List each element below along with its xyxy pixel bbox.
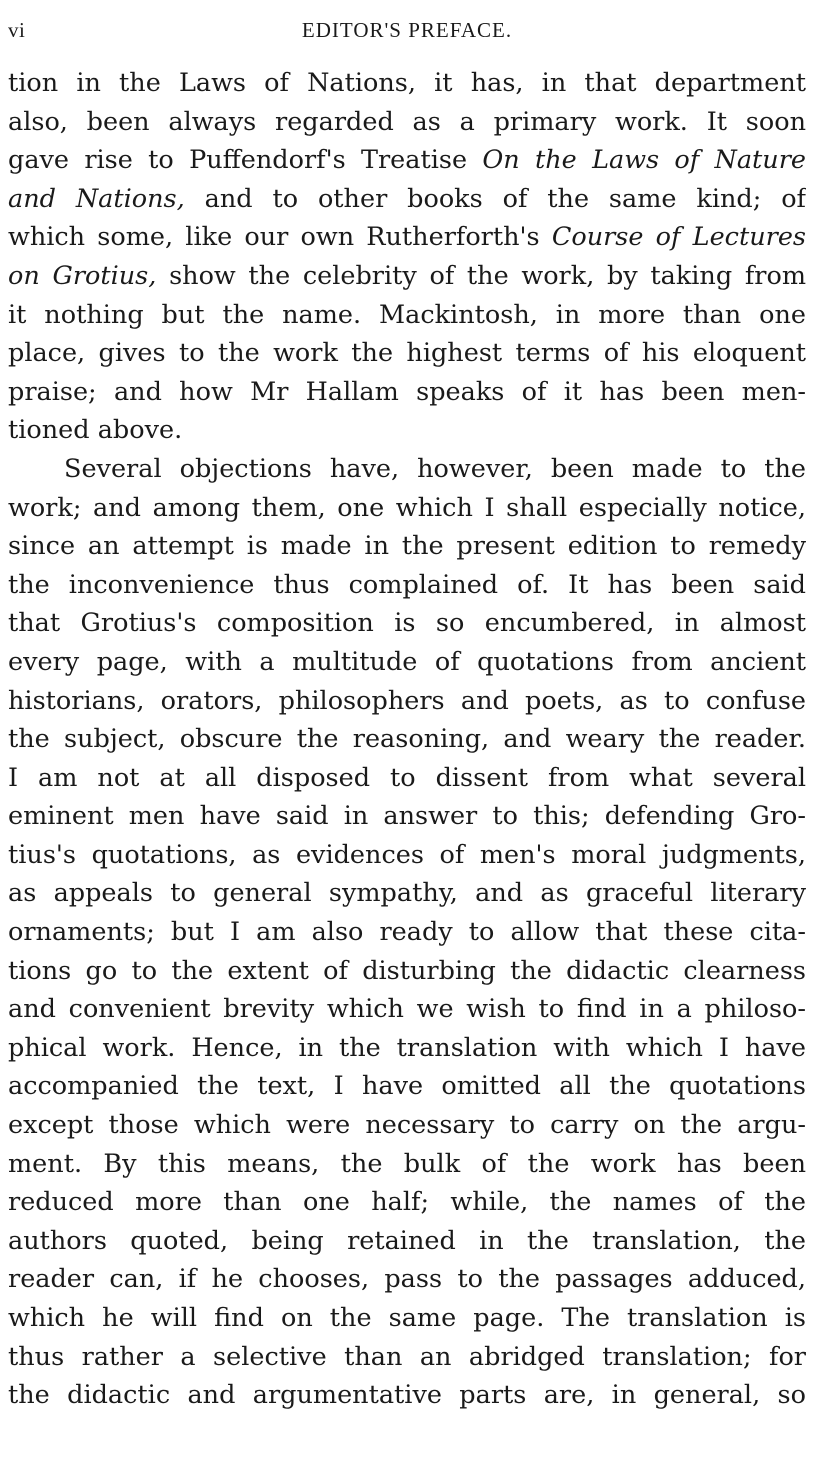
page-number: vi — [8, 18, 26, 42]
text-line — [8, 64, 806, 103]
text-run: the didactic and argumentative parts are, in general, so — [8, 1380, 806, 1411]
text-run: since an attempt is made in the present edition to remedy — [8, 531, 806, 562]
text-line — [8, 913, 806, 952]
text-run: and convenient brevity which we wish to find in a philoso- — [8, 994, 806, 1025]
text-run: and to other books of the same kind; of — [184, 183, 806, 214]
text-line — [8, 566, 806, 605]
text-line — [8, 489, 806, 528]
text-run: thus rather a selective than an abridged translation; for — [8, 1341, 806, 1372]
text-line — [8, 643, 806, 682]
text-line — [8, 759, 806, 798]
text-line — [8, 218, 806, 257]
text-run: ment. By this means, the bulk of the work has been — [8, 1148, 806, 1179]
italic-title: on Grotius, — [8, 260, 157, 291]
text-line — [8, 527, 806, 566]
text-run: show the celebrity of the work, by taking from — [156, 260, 806, 291]
running-title: EDITOR'S PREFACE. — [301, 18, 513, 42]
text-run: historians, orators, philosophers and poets, as to confuse — [8, 685, 806, 716]
text-line — [8, 1299, 806, 1338]
text-line — [8, 874, 806, 913]
text-run: every page, with a multitude of quotations from ancient — [8, 646, 806, 677]
text-run: the subject, obscure the reasoning, and weary the reader. — [8, 724, 806, 755]
text-line — [8, 450, 806, 489]
italic-title: On the Laws of Nature — [482, 145, 806, 176]
text-run: that Grotius's composition is so encumbered, in almost — [8, 608, 806, 639]
text-run: authors quoted, being retained in the translation, the — [8, 1225, 806, 1256]
text-line — [8, 682, 806, 721]
italic-title: and Nations, — [8, 183, 185, 214]
text-run: except those which were necessary to carry on the argu- — [8, 1110, 806, 1141]
text-line — [8, 1106, 806, 1145]
text-run: work; and among them, one which I shall especially notice, — [8, 492, 806, 523]
text-run: gave rise to Puffendorf's Treatise — [8, 145, 483, 176]
text-line — [8, 1260, 806, 1299]
text-line — [8, 720, 806, 759]
text-run: praise; and how Mr Hallam speaks of it has been men- — [8, 376, 806, 407]
text-line — [8, 604, 806, 643]
text-run: tioned above. — [8, 415, 183, 446]
paragraph — [8, 450, 806, 1415]
text-run: place, gives to the work the highest terms of his eloquent — [8, 338, 806, 369]
text-line — [8, 1376, 806, 1415]
italic-title: Course of Lectures — [551, 222, 806, 253]
text-run: reduced more than one half; while, the names of the — [8, 1187, 806, 1218]
body-text — [8, 64, 806, 1415]
text-run: also, been always regarded as a primary work. It soon — [8, 106, 806, 137]
text-run: tius's quotations, as evidences of men's moral judgments, — [8, 839, 806, 870]
text-line — [8, 1029, 806, 1068]
text-run: ornaments; but I am also ready to allow that these cita- — [8, 917, 806, 948]
text-run: it nothing but the name. Mackintosh, in more than one — [8, 299, 806, 330]
text-line — [8, 180, 806, 219]
text-run: which he will find on the same page. The translation is — [8, 1303, 806, 1333]
text-run: phical work. Hence, in the translation with which I have — [8, 1032, 806, 1063]
text-line — [8, 373, 806, 412]
paragraph — [8, 64, 806, 450]
text-line — [8, 952, 806, 991]
text-line — [8, 334, 806, 373]
text-run: Several objections have, however, been made to the — [64, 453, 806, 484]
text-run: reader can, if he chooses, pass to the passages adduced, — [8, 1264, 806, 1295]
text-run: which some, like our own Rutherforth's — [8, 222, 552, 253]
text-line — [8, 257, 806, 296]
text-line — [8, 103, 806, 142]
text-line — [8, 797, 806, 836]
text-line — [8, 1067, 806, 1106]
text-line — [8, 141, 806, 180]
text-run: I am not at all disposed to dissent from what several — [8, 762, 806, 793]
text-line — [8, 411, 806, 450]
text-line — [8, 1145, 806, 1184]
text-run: tions go to the extent of disturbing the didactic clearness — [8, 955, 806, 986]
text-line — [8, 1222, 806, 1261]
text-line — [8, 990, 806, 1029]
text-run: tion in the Laws of Nations, it has, in that department — [8, 68, 806, 98]
text-line — [8, 1183, 806, 1222]
text-run: accompanied the text, I have omitted all the quotations — [8, 1071, 806, 1102]
text-run: the inconvenience thus complained of. It has been said — [8, 569, 806, 600]
text-line — [8, 1338, 806, 1377]
text-run: eminent men have said in answer to this; defending Gro- — [8, 801, 806, 832]
text-line — [8, 836, 806, 875]
text-run: as appeals to general sympathy, and as graceful literary — [8, 878, 806, 909]
text-line — [8, 296, 806, 335]
running-head — [8, 18, 806, 58]
